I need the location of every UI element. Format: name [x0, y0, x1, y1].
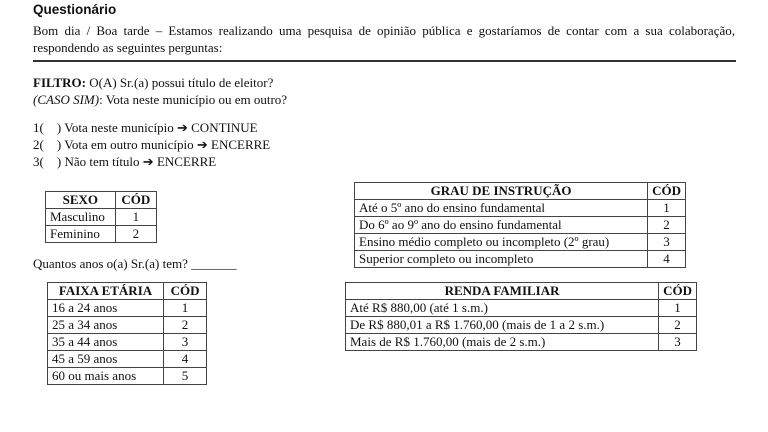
filter-options [33, 119, 270, 170]
table-cell: 4 [648, 251, 686, 268]
table-cell: 25 a 34 anos [48, 317, 164, 334]
option-number: 2( [33, 137, 44, 152]
option-number: 1( [33, 120, 44, 135]
age-question: Quantos anos o(a) Sr.(a) tem? _______ [33, 256, 237, 271]
column-header: CÓD [648, 183, 686, 200]
column-header: CÓD [164, 283, 207, 300]
table-cell: Feminino [46, 226, 116, 243]
option-text: Não tem título [64, 154, 140, 169]
option-text: Vota neste município [64, 120, 174, 135]
option-number: 3( [33, 154, 44, 169]
table-cell: Ensino médio completo ou incompleto (2º grau) [355, 234, 648, 251]
column-header: CÓD [115, 192, 156, 209]
table-row [346, 317, 697, 334]
table-row [48, 351, 207, 368]
column-header: FAIXA ETÁRIA [48, 283, 164, 300]
divider [33, 60, 736, 62]
filter-label: FILTRO: [33, 75, 86, 90]
filter-option [33, 153, 270, 170]
table-header-row [346, 283, 697, 300]
option-action: ENCERRE [156, 154, 217, 169]
table-row [46, 209, 157, 226]
table-row [48, 368, 207, 385]
renda-familiar-table [345, 282, 697, 351]
page-title: Questionário [33, 2, 117, 17]
table-cell: Mais de R$ 1.760,00 (mais de 2 s.m.) [346, 334, 659, 351]
table-row [48, 317, 207, 334]
option-text: Vota em outro município [64, 137, 194, 152]
filter-option [33, 119, 270, 136]
filter-question-text: O(A) Sr.(a) possui título de eleitor? [89, 75, 274, 90]
table-cell: 3 [648, 234, 686, 251]
column-header: GRAU DE INSTRUÇÃO [355, 183, 648, 200]
table-cell: Superior completo ou incompleto [355, 251, 648, 268]
table-row [46, 226, 157, 243]
table-cell: 1 [115, 209, 156, 226]
table-cell: 3 [659, 334, 697, 351]
column-header: CÓD [659, 283, 697, 300]
filter-option [33, 136, 270, 153]
table-row [355, 251, 686, 268]
table-row [355, 234, 686, 251]
table-cell: Do 6º ao 9º ano do ensino fundamental [355, 217, 648, 234]
table-cell: 60 ou mais anos [48, 368, 164, 385]
column-header: SEXO [46, 192, 116, 209]
table-row [346, 300, 697, 317]
filter-question [33, 74, 287, 108]
table-cell: 2 [115, 226, 156, 243]
faixa-etaria-table [47, 282, 207, 385]
table-cell: 2 [659, 317, 697, 334]
table-cell: 3 [164, 334, 207, 351]
table-cell: Até o 5º ano do ensino fundamental [355, 200, 648, 217]
column-header: RENDA FAMILIAR [346, 283, 659, 300]
table-cell: 5 [164, 368, 207, 385]
caso-question-text: : Vota neste município ou em outro? [99, 92, 288, 107]
table-row [346, 334, 697, 351]
table-cell: De R$ 880,01 a R$ 1.760,00 (mais de 1 a 2 s.m.) [346, 317, 659, 334]
table-header-row [46, 192, 157, 209]
arrow-right-icon: ➔ [142, 154, 154, 169]
table-row [355, 217, 686, 234]
intro-text: Bom dia / Boa tarde – Estamos realizando uma pesquisa de opinião pública e gostaríamos de contar com a sua colaboração, respondendo as seguintes perguntas: [33, 23, 735, 55]
table-cell: 1 [164, 300, 207, 317]
arrow-right-icon: ➔ [176, 120, 188, 135]
option-action: CONTINUE [191, 120, 258, 135]
arrow-right-icon: ➔ [196, 137, 208, 152]
caso-label: (CASO SIM) [33, 92, 100, 107]
table-cell: Até R$ 880,00 (até 1 s.m.) [346, 300, 659, 317]
table-cell: 2 [164, 317, 207, 334]
table-cell: 16 a 24 anos [48, 300, 164, 317]
table-row [48, 300, 207, 317]
table-row [355, 200, 686, 217]
option-blank[interactable]: ) [43, 137, 62, 152]
grau-instrucao-table [354, 182, 686, 268]
option-action: ENCERRE [211, 137, 271, 152]
table-cell: 45 a 59 anos [48, 351, 164, 368]
table-cell: 1 [648, 200, 686, 217]
table-cell: 35 a 44 anos [48, 334, 164, 351]
table-cell: 2 [648, 217, 686, 234]
table-header-row [355, 183, 686, 200]
table-cell: Masculino [46, 209, 116, 226]
table-row [48, 334, 207, 351]
table-cell: 1 [659, 300, 697, 317]
option-blank[interactable]: ) [43, 154, 62, 169]
option-blank[interactable]: ) [43, 120, 62, 135]
sexo-table [45, 191, 157, 243]
table-cell: 4 [164, 351, 207, 368]
table-header-row [48, 283, 207, 300]
